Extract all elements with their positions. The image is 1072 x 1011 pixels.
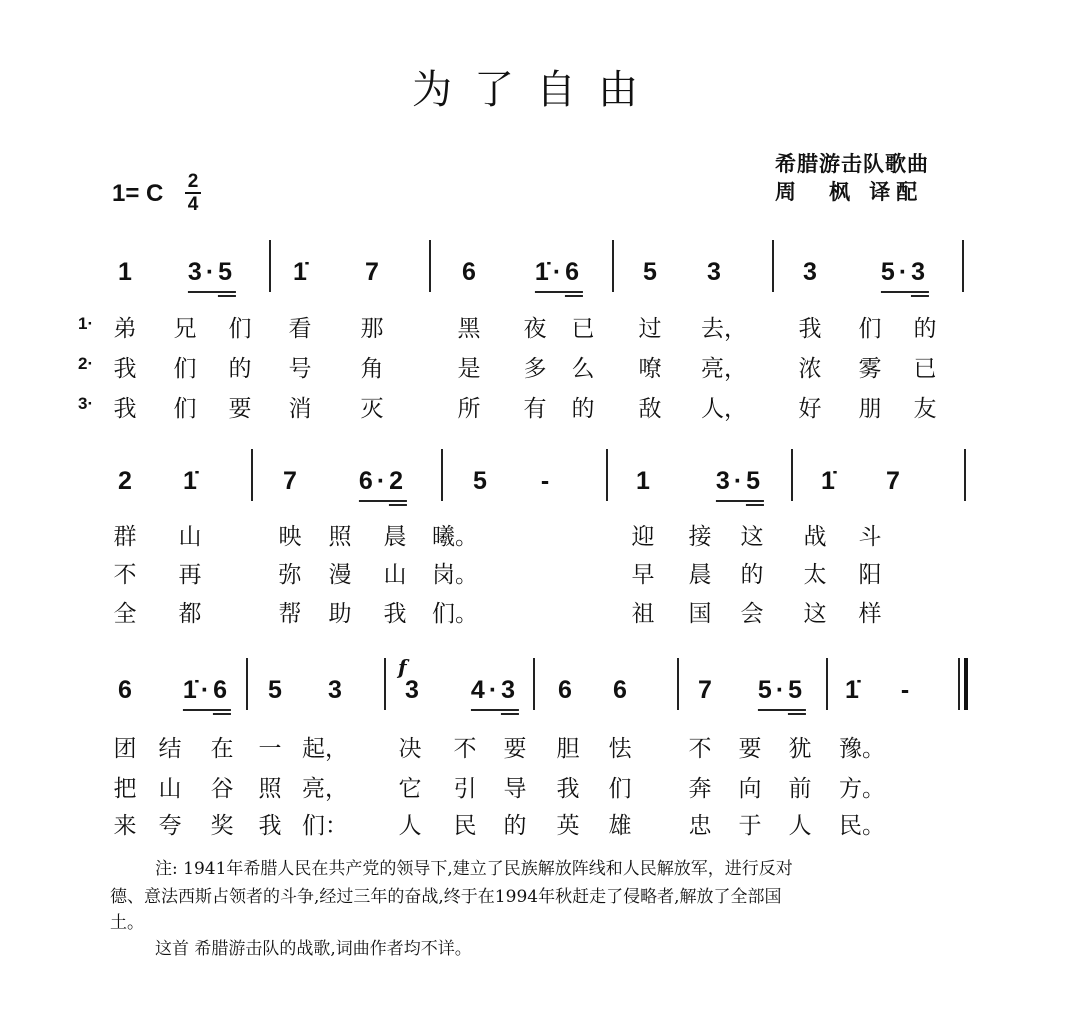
- barline: [772, 240, 774, 292]
- lyric-syllable: 导: [503, 776, 527, 802]
- lyric-syllable: 照: [258, 776, 282, 802]
- lyric-syllable: 英: [556, 813, 580, 839]
- lyric-syllable: 亮，: [701, 356, 747, 382]
- lyric-syllable: 奔: [688, 776, 712, 802]
- lyric-syllable: 群: [113, 524, 137, 550]
- lyric-syllable: 一: [258, 736, 282, 762]
- lyric-syllable: 角: [360, 356, 384, 382]
- lyric-syllable: 弟: [113, 316, 137, 342]
- time-signature-bottom: 4: [187, 194, 199, 215]
- lyric-syllable: 全: [113, 601, 137, 627]
- lyric-syllable: 弥: [278, 562, 302, 588]
- lyric-syllable: 亮，: [302, 776, 348, 802]
- note: 5: [643, 258, 657, 286]
- note: 1: [636, 467, 650, 495]
- translator-credit: 周 枫 译配: [775, 179, 924, 204]
- lyric-syllable: 夜: [523, 316, 547, 342]
- lyric-syllable: 映: [278, 524, 302, 550]
- lyric-syllable: 决: [398, 736, 422, 762]
- lyric-syllable: 忠: [688, 813, 712, 839]
- lyric-syllable: 祖: [631, 601, 655, 627]
- note: 5: [268, 676, 282, 704]
- lyric-syllable: 要: [503, 736, 527, 762]
- lyric-syllable: 们: [173, 356, 197, 382]
- dotted-note-pair: 5·3: [881, 258, 929, 293]
- lyric-syllable: 兄: [173, 316, 197, 342]
- barline: [606, 449, 608, 501]
- lyric-syllable: 夸: [158, 813, 182, 839]
- lyric-syllable: 好: [798, 396, 822, 422]
- lyric-syllable: 们: [228, 316, 252, 342]
- lyric-syllable: 人: [398, 813, 422, 839]
- lyric-syllable: 帮: [278, 601, 302, 627]
- lyric-syllable: 胆: [556, 736, 580, 762]
- lyric-syllable: 晨: [383, 524, 407, 550]
- lyric-syllable: 斗: [858, 524, 882, 550]
- lyric-syllable: 国: [688, 601, 712, 627]
- lyric-syllable: 团: [113, 736, 137, 762]
- lyric-syllable: 们：: [302, 813, 348, 839]
- note: 1̇: [821, 467, 835, 495]
- lyric-syllable: 不: [453, 736, 477, 762]
- dotted-note-pair: 4·3: [471, 676, 519, 711]
- lyric-syllable: 岗。: [432, 562, 478, 588]
- lyric-syllable: 黑: [457, 316, 481, 342]
- lyric-syllable: 会: [740, 601, 764, 627]
- barline: [964, 449, 966, 501]
- note: 6: [558, 676, 572, 704]
- note: 3: [707, 258, 721, 286]
- lyric-syllable: 漫: [328, 562, 352, 588]
- key-signature: 1= C: [112, 180, 164, 207]
- lyric-syllable: 豫。: [839, 736, 885, 762]
- lyric-syllable: 这: [803, 601, 827, 627]
- lyric-syllable: 不: [688, 736, 712, 762]
- note: 6: [462, 258, 476, 286]
- lyric-syllable: 敌: [638, 396, 662, 422]
- barline: [677, 658, 679, 710]
- lyric-syllable: 多: [523, 356, 547, 382]
- lyric-syllable: 早: [631, 562, 655, 588]
- lyric-syllable: 过: [638, 316, 662, 342]
- note: 1̇: [293, 258, 307, 286]
- lyric-syllable: 晨: [688, 562, 712, 588]
- dotted-note-pair: 3·5: [716, 467, 764, 502]
- lyric-syllable: 的: [913, 316, 937, 342]
- lyric-syllable: 都: [178, 601, 202, 627]
- note: 1: [118, 258, 132, 286]
- lyric-syllable: 我: [798, 316, 822, 342]
- lyric-syllable: 样: [858, 601, 882, 627]
- lyric-syllable: 雾: [858, 356, 882, 382]
- lyric-syllable: 把: [113, 776, 137, 802]
- note: 7: [283, 467, 297, 495]
- lyric-syllable: 战: [803, 524, 827, 550]
- lyric-syllable: 不: [113, 562, 137, 588]
- lyric-syllable: 起，: [302, 736, 348, 762]
- note: 7: [698, 676, 712, 704]
- lyric-syllable: 有: [523, 396, 547, 422]
- lyric-syllable: 我: [258, 813, 282, 839]
- dash-extension: -: [540, 467, 550, 495]
- song-title: 为了自由: [412, 67, 660, 113]
- dotted-note-pair: 1̇·6: [535, 258, 583, 293]
- barline: [429, 240, 431, 292]
- note: 3: [803, 258, 817, 286]
- lyric-syllable: 已: [571, 316, 595, 342]
- lyric-syllable: 看: [288, 316, 312, 342]
- barline: [269, 240, 271, 292]
- lyric-syllable: 怯: [608, 736, 632, 762]
- note: 7: [365, 258, 379, 286]
- lyric-syllable: 已: [913, 356, 937, 382]
- dynamic-marking: f: [398, 655, 407, 679]
- lyric-syllable: 们。: [432, 601, 478, 627]
- barline: [251, 449, 253, 501]
- lyric-syllable: 犹: [788, 736, 812, 762]
- lyric-syllable: 于: [738, 813, 762, 839]
- lyric-syllable: 嘹: [638, 356, 662, 382]
- lyric-syllable: 我: [113, 356, 137, 382]
- lyric-syllable: 迎: [631, 524, 655, 550]
- lyric-syllable: 雄: [608, 813, 632, 839]
- dotted-note-pair: 6·2: [359, 467, 407, 502]
- lyric-syllable: 的: [228, 356, 252, 382]
- lyric-syllable: 友: [913, 396, 937, 422]
- lyric-syllable: 人: [788, 813, 812, 839]
- lyric-syllable: 去，: [701, 316, 747, 342]
- lyric-syllable: 要: [228, 396, 252, 422]
- lyric-syllable: 在: [210, 736, 234, 762]
- note: 1̇: [183, 467, 197, 495]
- lyric-syllable: 的: [740, 562, 764, 588]
- footnote-line-1: 注: 1941年希腊人民在共产党的领导下,建立了民族解放阵线和人民解放军，进行反对: [155, 859, 793, 879]
- dotted-note-pair: 3·5: [188, 258, 236, 293]
- lyric-syllable: 我: [113, 396, 137, 422]
- barline: [533, 658, 535, 710]
- barline: [962, 240, 964, 292]
- lyric-syllable: 我: [383, 601, 407, 627]
- lyric-syllable: 来: [113, 813, 137, 839]
- lyric-syllable: 那: [360, 316, 384, 342]
- verse-number: 2·: [78, 354, 94, 373]
- note: 6: [118, 676, 132, 704]
- lyric-syllable: 的: [571, 396, 595, 422]
- note: 6: [613, 676, 627, 704]
- lyric-syllable: 曦。: [432, 524, 478, 550]
- dash-extension: -: [900, 676, 910, 704]
- barline: [441, 449, 443, 501]
- lyric-syllable: 号: [288, 356, 312, 382]
- lyric-syllable: 们: [608, 776, 632, 802]
- dotted-note-pair: 5·5: [758, 676, 806, 711]
- note: 1̇: [845, 676, 859, 704]
- lyric-syllable: 接: [688, 524, 712, 550]
- note: 3: [405, 676, 419, 704]
- footnote-line-3: 土。: [110, 913, 144, 933]
- lyric-syllable: 民: [453, 813, 477, 839]
- song-origin: 希腊游击队歌曲: [775, 151, 929, 176]
- time-signature-top: 2: [187, 171, 199, 192]
- lyric-syllable: 照: [328, 524, 352, 550]
- lyric-syllable: 朋: [858, 396, 882, 422]
- lyric-syllable: 这: [740, 524, 764, 550]
- verse-number: 3·: [78, 394, 94, 413]
- barline: [246, 658, 248, 710]
- lyric-syllable: 结: [158, 736, 182, 762]
- lyric-syllable: 浓: [798, 356, 822, 382]
- note: 2: [118, 467, 132, 495]
- lyric-syllable: 消: [288, 396, 312, 422]
- footnote-line-2: 德、意法西斯占领者的斗争,经过三年的奋战,终于在1994年秋赶走了侵略者,解放了全部国: [110, 887, 782, 907]
- lyric-syllable: 么: [571, 356, 595, 382]
- lyric-syllable: 谷: [210, 776, 234, 802]
- lyric-syllable: 向: [738, 776, 762, 802]
- barline: [612, 240, 614, 292]
- dotted-note-pair: 1̇·6: [183, 676, 231, 711]
- lyric-syllable: 是: [457, 356, 481, 382]
- lyric-syllable: 再: [178, 562, 202, 588]
- footnote-line-4: 这首 希腊游击队的战歌,词曲作者均不详。: [155, 939, 472, 959]
- lyric-syllable: 山: [383, 562, 407, 588]
- lyric-syllable: 太: [803, 562, 827, 588]
- lyric-syllable: 助: [328, 601, 352, 627]
- lyric-syllable: 们: [858, 316, 882, 342]
- lyric-syllable: 阳: [858, 562, 882, 588]
- lyric-syllable: 灭: [360, 396, 384, 422]
- verse-number: 1·: [78, 314, 94, 333]
- lyric-syllable: 它: [398, 776, 422, 802]
- note: 5: [473, 467, 487, 495]
- lyric-syllable: 山: [178, 524, 202, 550]
- lyric-syllable: 民。: [839, 813, 885, 839]
- note: 7: [886, 467, 900, 495]
- lyric-syllable: 的: [503, 813, 527, 839]
- barline: [791, 449, 793, 501]
- lyric-syllable: 方。: [839, 776, 885, 802]
- lyric-syllable: 们: [173, 396, 197, 422]
- lyric-syllable: 奖: [210, 813, 234, 839]
- lyric-syllable: 人，: [701, 396, 747, 422]
- lyric-syllable: 山: [158, 776, 182, 802]
- final-barline: [958, 658, 968, 710]
- lyric-syllable: 前: [788, 776, 812, 802]
- lyric-syllable: 我: [556, 776, 580, 802]
- lyric-syllable: 引: [453, 776, 477, 802]
- barline: [384, 658, 386, 710]
- time-signature: [185, 172, 201, 214]
- note: 3: [328, 676, 342, 704]
- lyric-syllable: 要: [738, 736, 762, 762]
- lyric-syllable: 所: [457, 396, 481, 422]
- barline: [826, 658, 828, 710]
